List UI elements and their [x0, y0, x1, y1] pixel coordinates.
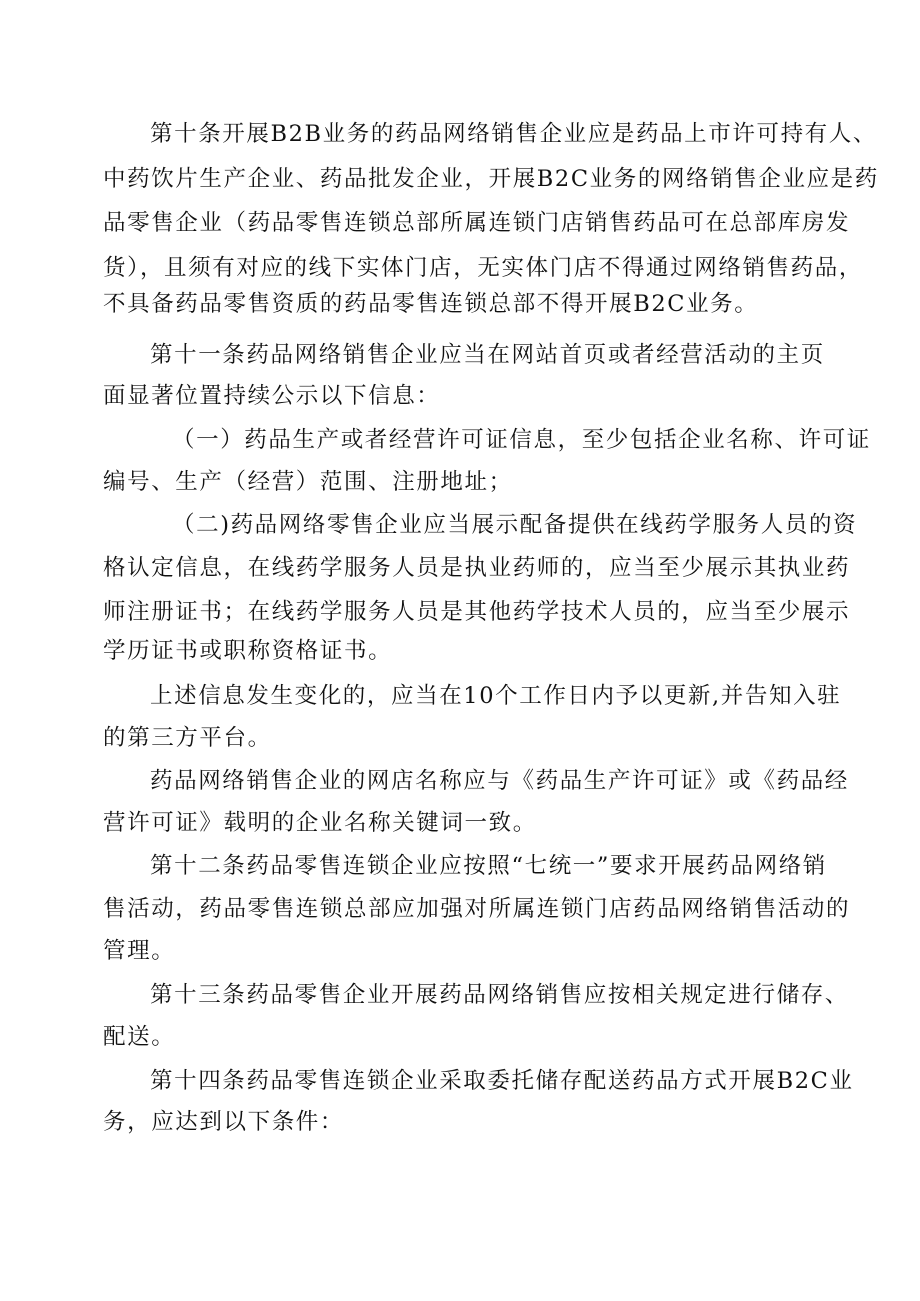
- text-line: 上述信息发生变化的，应当在10个工作日内予以更新,并告知入驻: [150, 683, 842, 709]
- text-line: 第十二条药品零售连锁企业应按照“七统一”要求开展药品网络销: [150, 853, 827, 879]
- text-line: 第十四条药品零售连锁企业采取委托储存配送药品方式开展B2C业: [150, 1068, 854, 1094]
- text-line: 格认定信息，在线药学服务人员是执业药师的，应当至少展示其执业药: [103, 555, 851, 581]
- text-line: 务，应达到以下条件：: [103, 1109, 345, 1135]
- text-line: 面显著位置持续公示以下信息：: [103, 383, 441, 409]
- text-line: 第十三条药品零售企业开展药品网络销售应按相关规定进行储存、: [150, 982, 849, 1008]
- text-line: 药品网络销售企业的网店名称应与《药品生产许可证》或《药品经: [150, 768, 849, 794]
- text-line: 不具备药品零售资质的药品零售连锁总部不得开展B2C业务。: [103, 291, 759, 317]
- text-line: 师注册证书；在线药学服务人员是其他药学技术人员的，应当至少展示: [103, 599, 851, 625]
- text-line: 货），且须有对应的线下实体门店，无实体门店不得通过网络销售药品，: [103, 255, 863, 281]
- text-line: 管理。: [103, 938, 176, 964]
- text-line: 第十一条药品网络销售企业应当在网站首页或者经营活动的主页: [150, 342, 825, 368]
- text-line: 品零售企业（药品零售连锁总部所属连锁门店销售药品可在总部库房发: [103, 210, 851, 236]
- text-line: （二)药品网络零售企业应当展示配备提供在线药学服务人员的资: [172, 512, 858, 538]
- text-line: 售活动，药品零售连锁总部应加强对所属连锁门店药品网络销售活动的: [103, 896, 851, 922]
- text-line: 编号、生产（经营）范围、注册地址；: [103, 469, 513, 495]
- text-line: 的第三方平台。: [103, 725, 272, 751]
- text-line: 营许可证》载明的企业名称关键词一致。: [103, 810, 537, 836]
- text-line: 配送。: [103, 1024, 176, 1050]
- text-line: 学历证书或职称资格证书。: [103, 638, 393, 664]
- text-line: 第十条开展B2B业务的药品网络销售企业应是药品上市许可持有人、: [150, 121, 877, 147]
- text-line: （一）药品生产或者经营许可证信息，至少包括企业名称、许可证: [172, 427, 871, 453]
- text-line: 中药饮片生产企业、药品批发企业，开展B2C业务的网络销售企业应是药: [103, 166, 879, 192]
